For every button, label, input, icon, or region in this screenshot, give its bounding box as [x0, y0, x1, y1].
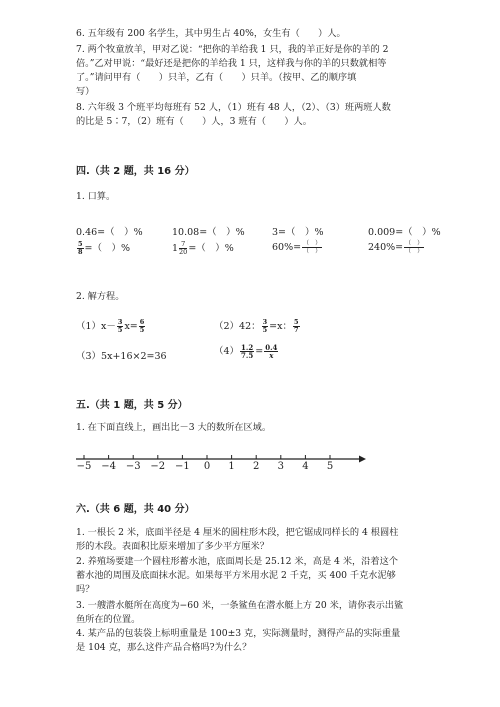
section-4-title: 四.（共 2 题，共 16 分）	[76, 166, 195, 177]
section-4-q2: 2. 解方程。	[76, 291, 125, 302]
fraction: $\frac{5}{7}$	[294, 318, 299, 334]
fraction: $\frac{6}{5}$	[139, 318, 145, 334]
fraction: $\frac{3}{5}$	[262, 318, 268, 334]
question-6: 6. 五年级有 200 名学生，其中男生占 40%，女生有（ ）人。	[76, 28, 346, 39]
tick-label: 0	[203, 461, 211, 472]
question-8-line2: 的比是 5∶7，（2）班有（ ）人，3 班有（ ）人。	[76, 116, 312, 127]
section-6-title: 六.（共 6 题，共 40 分）	[76, 504, 195, 515]
question-6-4-line2: 是 104 克，那么这件产品合格吗?为什么？	[76, 642, 252, 653]
oral-calc-5: $\frac{5}{8}$ =（ ）%	[78, 240, 131, 256]
question-7-line3: 了。”请问甲有（ ）只羊，乙有（ ）只羊。（按甲、乙的顺序填	[76, 72, 357, 83]
equation-3: （3）5x+16×2=36	[76, 351, 167, 362]
tick-label: 5	[326, 461, 334, 472]
question-6-2-line3: 吗？	[76, 584, 95, 595]
fraction: $\frac{( )}{( )}$	[405, 240, 424, 255]
fraction: $\frac{1.2}{7.5}$	[241, 343, 254, 360]
question-6-4-line1: 4. 某产品的包装袋上标明重量是 100±3 克，实际测量时，测得产品的实际重量	[76, 628, 401, 639]
question-6-2-line1: 2. 养殖场要建一个圆柱形蓄水池，底面周长是 25.12 米，高是 4 米，沿着这个	[76, 556, 398, 567]
section-4-q1: 1. 口算。	[76, 191, 116, 202]
equation-2: （2）42： $\frac{3}{5}$ =x： $\frac{5}{7}$	[214, 318, 299, 334]
fraction: $\frac{0.4}{x}$	[265, 343, 278, 360]
fraction: $\frac{5}{8}$	[78, 240, 83, 256]
question-6-1-line1: 1. 一根长 2 米，底面半径是 4 厘米的圆柱形木段，把它锯成同样长的 4 根圆柱	[76, 527, 399, 538]
section-5-q1: 1. 在下面直线上，画出比－3 大的数所在区域。	[76, 422, 272, 433]
tick-label: 1	[228, 461, 235, 472]
equation-1: （1）x－ $\frac{3}{5}$ x= $\frac{6}{5}$	[76, 318, 145, 334]
tick-label: 3	[277, 461, 284, 472]
question-7-line1: 7. 两个牧童放羊，甲对乙说：“把你的羊给我 1 只，我的羊正好是你的羊的 2	[76, 44, 389, 55]
fraction: $\frac{3}{5}$	[117, 318, 123, 334]
tick-label: −3	[125, 461, 141, 472]
question-6-3-line2: 鱼所在的位置。	[76, 614, 141, 625]
oral-calc-2: 10.08=（ ）%	[172, 227, 245, 238]
oral-calc-7: 60%= $\frac{( )}{( )}$	[272, 240, 322, 255]
question-7-line2: 倍。”乙对甲说：“最好还是把你的羊给我 1 只，这样我与你的羊的只数就相等	[76, 58, 387, 69]
question-6-3-line1: 3. 一艘潜水艇所在高度为−60 米，一条鲨鱼在潜水艇上方 20 米，请你表示出鲨	[76, 600, 404, 611]
tick-label: 4	[302, 461, 309, 472]
section-5-title: 五.（共 1 题，共 5 分）	[76, 400, 188, 411]
oral-calc-4: 0.009=（ ）%	[368, 227, 441, 238]
tick-label: −1	[175, 461, 190, 472]
tick-label: −2	[150, 461, 166, 472]
oral-calc-1: 0.46=（ ）%	[76, 227, 143, 238]
tick-label: −4	[101, 461, 116, 472]
oral-calc-3: 3=（ ）%	[272, 227, 324, 238]
fraction: $\frac{( )}{( )}$	[303, 240, 322, 255]
oral-calc-6: 1 $\frac{7}{20}$ =（ ）%	[172, 240, 234, 256]
oral-calc-8: 240%= $\frac{( )}{( )}$	[368, 240, 424, 255]
tick-label: −5	[76, 461, 92, 472]
question-7-line4: 写）	[76, 86, 95, 97]
fraction: $\frac{7}{20}$	[179, 240, 188, 256]
question-6-1-line2: 形的木段。表面积比原来增加了多少平方厘米？	[76, 541, 269, 552]
equation-4: （4） $\frac{1.2}{7.5}$ = $\frac{0.4}{x}$	[214, 343, 278, 360]
tick-label: 2	[253, 461, 260, 472]
question-8-line1: 8. 六年级 3 个班平均每班有 52 人，（1）班有 48 人，（2）、（3）班两班人数	[76, 102, 391, 113]
question-6-2-line2: 蓄水池的周围及底面抹水泥。如果每平方米用水泥 2 千克，买 400 千克水泥够	[76, 570, 396, 581]
